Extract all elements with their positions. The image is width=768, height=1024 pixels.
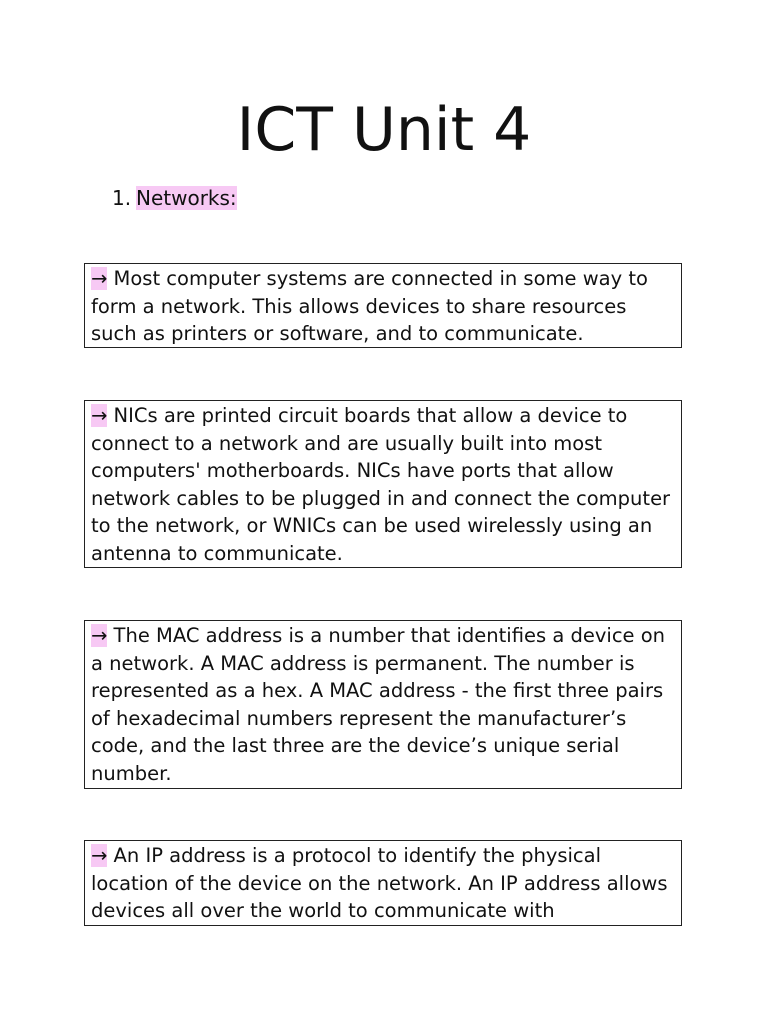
list-item-networks <box>112 184 237 212</box>
box-text: NICs are printed circuit boards that allow a device to connect to a network and are usually built into most computers' motherboards. NICs have ports that allow network cables to be plugged in and connect the computer to the network, or WNICs can be used wirelessly using an antenna to communicate. <box>91 404 671 565</box>
arrow-marker-icon: → <box>91 267 108 290</box>
arrow-marker-icon: → <box>91 624 108 647</box>
box-text: The MAC address is a number that identifies a device on a network. A MAC address is permanent. The number is represented as a hex. A MAC address - the first three pairs of hexadecimal numbers represent the manufacturer’s code, and the last three are the device’s unique serial number. <box>91 624 666 785</box>
arrow-marker-icon: → <box>91 404 108 427</box>
text-box-ip-address <box>84 840 682 926</box>
list-label: Networks: <box>136 186 237 210</box>
arrow-marker-icon: → <box>91 844 108 867</box>
list-number: 1. <box>112 186 132 210</box>
text-box-nics <box>84 400 682 568</box>
page-title: ICT Unit 4 <box>236 95 532 165</box>
text-box-networks <box>84 263 682 348</box>
text-box-mac-address <box>84 620 682 789</box>
box-text: An IP address is a protocol to identify the physical location of the device on the network. An IP address allows devices all over the world to communicate with <box>91 844 668 923</box>
box-text: Most computer systems are connected in some way to form a network. This allows devices to share resources such as printers or software, and to communicate. <box>91 267 648 346</box>
